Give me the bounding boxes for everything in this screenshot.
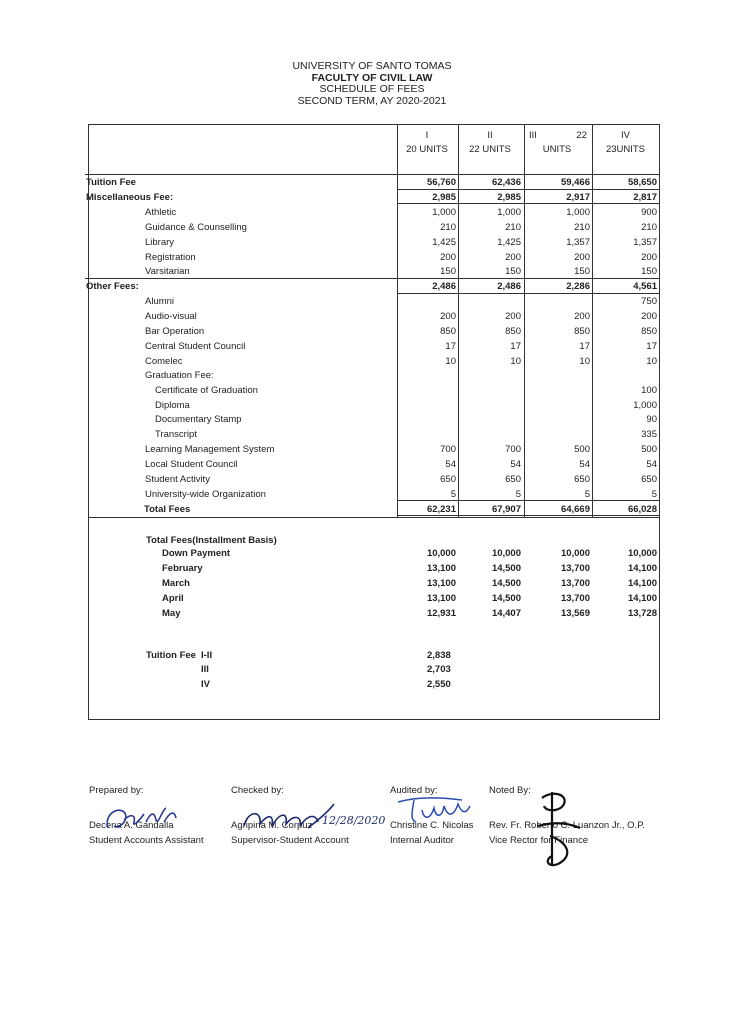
fee-row-label: Registration — [145, 252, 196, 263]
installment-value-cell: 14,100 — [627, 578, 657, 589]
fee-value-cell: 200 — [505, 252, 521, 263]
tuition-level: IV — [201, 679, 210, 690]
fee-value-cell: 850 — [574, 326, 590, 337]
fee-value-cell: 5 — [450, 489, 456, 500]
fee-value-cell: 10 — [445, 356, 456, 367]
fee-value-cell: 210 — [505, 222, 521, 233]
signatory-heading: Audited by: — [390, 785, 438, 796]
fee-value-cell: 200 — [440, 252, 456, 263]
fee-value-cell: 58,650 — [627, 177, 657, 188]
installment-title: Total Fees(Installment Basis) — [146, 535, 277, 546]
table-rule — [85, 174, 660, 175]
signature-luanzon — [528, 786, 588, 876]
column-header-2: II 22 UNITS — [469, 130, 511, 155]
installment-value-cell: 13,569 — [560, 608, 590, 619]
installment-value-cell: 13,100 — [426, 593, 456, 604]
fee-value-cell: 150 — [641, 266, 657, 277]
column-header-4: IV 23UNITS — [605, 130, 646, 155]
fee-value-cell: 150 — [505, 266, 521, 277]
fee-value-cell: 54 — [579, 459, 590, 470]
fee-row-label: Graduation Fee: — [145, 370, 214, 381]
signatory-name: Decena A. Gandalla — [89, 820, 174, 831]
signatory-name: Rev. Fr. Roberto C. Luanzon Jr., O.P. — [489, 820, 645, 831]
installment-value-cell: 13,728 — [627, 608, 657, 619]
document-title: SCHEDULE OF FEES — [319, 83, 425, 95]
signatory-name: Agripina M. Corpuz — [231, 820, 313, 831]
fee-value-cell: 62,231 — [426, 504, 456, 515]
fee-value-cell: 1,357 — [566, 237, 590, 248]
fee-value-cell: 17 — [579, 341, 590, 352]
fee-value-cell: 17 — [445, 341, 456, 352]
installment-label: March — [162, 578, 190, 589]
installment-value-cell: 13,700 — [560, 563, 590, 574]
faculty-name: FACULTY OF CIVIL LAW — [311, 71, 433, 84]
fee-value-cell: 2,817 — [633, 192, 657, 203]
fee-value-cell: 1,000 — [633, 400, 657, 411]
installment-value-cell: 13,700 — [560, 593, 590, 604]
fee-row-label: Comelec — [145, 356, 183, 367]
fee-row-label: Student Activity — [145, 474, 210, 485]
fee-value-cell: 335 — [641, 429, 657, 440]
installment-value-cell: 13,700 — [560, 578, 590, 589]
fee-value-cell: 2,985 — [497, 192, 521, 203]
fee-value-cell: 200 — [574, 252, 590, 263]
installment-value-cell: 12,931 — [426, 608, 456, 619]
fee-value-cell: 1,000 — [497, 207, 521, 218]
installment-value-cell: 14,100 — [627, 593, 657, 604]
fee-row-label: Alumni — [145, 296, 175, 307]
fee-row-label: Local Student Council — [145, 459, 238, 470]
fee-value-cell: 2,985 — [432, 192, 456, 203]
fee-value-cell: 150 — [440, 266, 456, 277]
term-label: SECOND TERM, AY 2020-2021 — [297, 94, 447, 107]
fee-value-cell: 2,917 — [566, 192, 590, 203]
column-divider — [458, 125, 459, 518]
column-divider — [592, 125, 593, 518]
column-header-1: I 20 UNITS — [406, 130, 448, 155]
fee-row-label: Transcript — [155, 429, 197, 440]
fee-value-cell: 210 — [440, 222, 456, 233]
fee-value-cell: 2,486 — [497, 281, 521, 292]
tuition-level-value: 2,703 — [427, 664, 451, 675]
fee-row-label: Guidance & Counselling — [145, 222, 247, 233]
fee-value-cell: 2,486 — [432, 281, 456, 292]
signatory-heading: Noted By: — [489, 785, 531, 796]
installment-value-cell: 13,100 — [426, 578, 456, 589]
table-rule — [397, 500, 660, 501]
fee-row-label: Other Fees: — [86, 281, 139, 292]
fee-row-label: Total Fees — [144, 504, 191, 515]
tuition-level: I-II — [201, 650, 213, 661]
svg-text:12/28/2020: 12/28/2020 — [322, 814, 386, 827]
fee-value-cell: 4,561 — [633, 281, 657, 292]
fee-row-label: Tuition Fee — [86, 177, 136, 188]
installment-label: May — [162, 608, 181, 619]
signature-gandalla — [100, 800, 190, 836]
fee-value-cell: 2,286 — [566, 281, 590, 292]
fee-value-cell: 700 — [440, 444, 456, 455]
installment-value-cell: 14,500 — [491, 578, 521, 589]
fee-value-cell: 1,000 — [432, 207, 456, 218]
fee-row-label: Varsitarian — [145, 266, 190, 277]
installment-value-cell: 14,100 — [627, 563, 657, 574]
signatory-role: Supervisor-Student Account — [231, 835, 349, 846]
installment-value-cell: 10,000 — [491, 548, 521, 559]
fee-value-cell: 10 — [646, 356, 657, 367]
fee-row-label: Certificate of Graduation — [155, 385, 258, 396]
installment-label: February — [162, 563, 203, 574]
installment-value-cell: 13,100 — [426, 563, 456, 574]
fee-value-cell: 1,357 — [633, 237, 657, 248]
fee-value-cell: 650 — [440, 474, 456, 485]
signature-nicolas — [392, 792, 482, 828]
fee-value-cell: 5 — [584, 489, 590, 500]
fee-row-label: University-wide Organization — [145, 489, 266, 500]
fee-value-cell: 150 — [574, 266, 590, 277]
fee-value-cell: 700 — [505, 444, 521, 455]
tuition-summary-label: Tuition Fee — [146, 650, 196, 661]
installment-label: April — [162, 593, 184, 604]
fee-row-label: Athletic — [145, 207, 177, 218]
fee-value-cell: 200 — [641, 311, 657, 322]
tuition-level-value: 2,550 — [427, 679, 451, 690]
fee-value-cell: 54 — [510, 459, 521, 470]
university-name: UNIVERSITY OF SANTO TOMAS — [292, 60, 452, 72]
table-bottom-rule — [89, 517, 659, 518]
fee-value-cell: 900 — [641, 207, 657, 218]
signatory-role: Student Accounts Assistant — [89, 835, 204, 846]
document-header — [0, 61, 744, 107]
fee-value-cell: 100 — [641, 385, 657, 396]
installment-value-cell: 14,500 — [491, 593, 521, 604]
fee-row-label: Audio-visual — [145, 311, 197, 322]
fee-value-cell: 56,760 — [426, 177, 456, 188]
fee-value-cell: 850 — [440, 326, 456, 337]
table-rule — [397, 203, 660, 204]
fee-value-cell: 1,425 — [432, 237, 456, 248]
fee-row-label: Central Student Council — [145, 341, 246, 352]
tuition-level: III — [201, 664, 209, 675]
fee-value-cell: 66,028 — [627, 504, 657, 515]
signatory-heading: Checked by: — [231, 785, 284, 796]
fee-value-cell: 67,907 — [491, 504, 521, 515]
fee-value-cell: 200 — [505, 311, 521, 322]
signatory-name: Christine C. Nicolas — [390, 820, 474, 831]
installment-label: Down Payment — [162, 548, 231, 559]
fee-value-cell: 90 — [646, 414, 657, 425]
fee-value-cell: 64,669 — [560, 504, 590, 515]
fee-value-cell: 500 — [641, 444, 657, 455]
fee-value-cell: 650 — [641, 474, 657, 485]
table-rule — [397, 293, 660, 294]
fee-value-cell: 750 — [641, 296, 657, 307]
fee-row-label: Diploma — [155, 400, 190, 411]
fee-value-cell: 54 — [445, 459, 456, 470]
fee-value-cell: 500 — [574, 444, 590, 455]
fee-value-cell: 17 — [646, 341, 657, 352]
fee-value-cell: 1,425 — [497, 237, 521, 248]
fee-value-cell: 1,000 — [566, 207, 590, 218]
tuition-level-value: 2,838 — [427, 650, 451, 661]
fee-value-cell: 10 — [579, 356, 590, 367]
fee-row-label: Bar Operation — [145, 326, 205, 337]
fee-value-cell: 200 — [574, 311, 590, 322]
fee-value-cell: 210 — [574, 222, 590, 233]
fee-value-cell: 200 — [440, 311, 456, 322]
signatory-role: Vice Rector for Finance — [489, 835, 589, 846]
signature-corpuz — [238, 800, 386, 836]
signatory-heading: Prepared by: — [89, 785, 144, 796]
fee-value-cell: 17 — [510, 341, 521, 352]
fee-value-cell: 59,466 — [560, 177, 590, 188]
column-header-3: III 22 UNITS — [529, 130, 587, 155]
column-divider — [524, 125, 525, 518]
installment-value-cell: 14,407 — [491, 608, 521, 619]
fee-value-cell: 5 — [651, 489, 657, 500]
fee-value-cell: 62,436 — [491, 177, 521, 188]
table-rule — [85, 278, 660, 279]
fee-value-cell: 650 — [505, 474, 521, 485]
installment-value-cell: 10,000 — [627, 548, 657, 559]
installment-value-cell: 10,000 — [560, 548, 590, 559]
fee-value-cell: 210 — [641, 222, 657, 233]
fee-value-cell: 200 — [641, 252, 657, 263]
fee-row-label: Learning Management System — [145, 444, 275, 455]
fee-row-label: Documentary Stamp — [155, 414, 242, 425]
fee-row-label: Miscellaneous Fee: — [86, 192, 174, 203]
fee-value-cell: 850 — [505, 326, 521, 337]
installment-value-cell: 10,000 — [426, 548, 456, 559]
fee-value-cell: 10 — [510, 356, 521, 367]
fee-value-cell: 650 — [574, 474, 590, 485]
table-rule — [397, 515, 660, 516]
fee-value-cell: 5 — [515, 489, 521, 500]
fee-value-cell: 850 — [641, 326, 657, 337]
table-rule — [397, 189, 660, 190]
fee-value-cell: 54 — [646, 459, 657, 470]
fee-row-label: Library — [145, 237, 175, 248]
signatory-role: Internal Auditor — [390, 835, 454, 846]
installment-value-cell: 14,500 — [491, 563, 521, 574]
